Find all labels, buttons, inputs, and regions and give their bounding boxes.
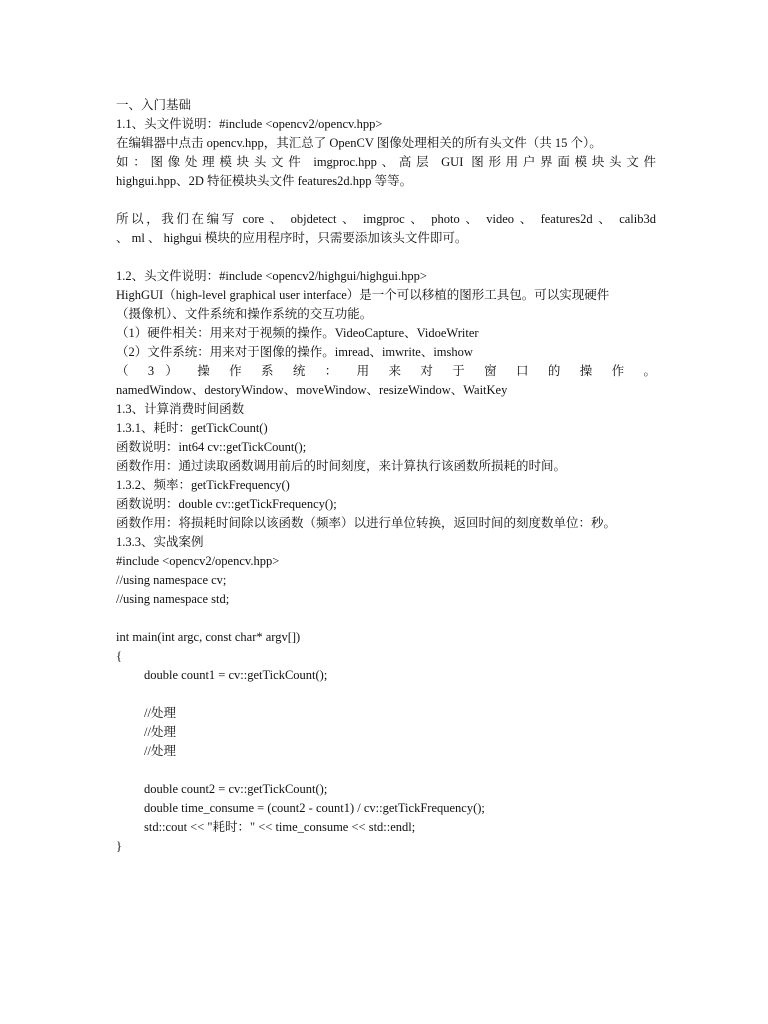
section-heading: 一、入门基础 (116, 98, 192, 112)
code-line: double time_consume = (count2 - count1) / cv::getTickFrequency(); (144, 801, 485, 815)
blank-line (116, 685, 656, 704)
paragraph-line: namedWindow、destoryWindow、moveWindow、resizeWindow、WaitKey (116, 383, 508, 397)
code-line: std::cout << "耗时：" << time_consume << std::endl; (144, 820, 416, 834)
paragraph-line: 函数作用：通过读取函数调用前后的时间刻度，来计算执行该函数所损耗的时间。 (116, 459, 567, 473)
blank-line (116, 761, 656, 780)
code-line: //using namespace cv; (116, 573, 227, 587)
subsection-heading: 1.3、计算消费时间函数 (116, 402, 245, 416)
list-item: （1）硬件相关：用来对于视频的操作。VideoCapture、VidoeWriter (116, 326, 479, 340)
code-line: #include <opencv2/opencv.hpp> (116, 554, 280, 568)
subsection-heading: 1.3.2、频率：getTickFrequency() (116, 478, 290, 492)
code-comment: //处理 (144, 706, 176, 720)
code-line: double count2 = cv::getTickCount(); (144, 782, 328, 796)
blank-line (116, 609, 656, 628)
code-line: { (116, 649, 122, 663)
list-item: （2）文件系统：用来对于图像的操作。imread、imwrite、imshow (116, 345, 473, 359)
code-comment: //处理 (144, 744, 176, 758)
paragraph-line: highgui.hpp、2D 特征模块头文件 features2d.hpp 等等。 (116, 174, 413, 188)
paragraph-line: 所以，我们在编写 core 、 objdetect 、 imgproc 、 photo 、 video 、 features2d 、 calib3d (116, 212, 656, 226)
paragraph-line: HighGUI（high-level graphical user interface）是一个可以移植的图形工具包。可以实现硬件 (116, 288, 610, 302)
paragraph-line: （摄像机）、文件系统和操作系统的交互功能。 (116, 307, 373, 321)
code-line: double count1 = cv::getTickCount(); (144, 668, 328, 682)
code-line: //using namespace std; (116, 592, 230, 606)
subsection-heading: 1.3.1、耗时：getTickCount() (116, 421, 268, 435)
paragraph-line: 函数说明：double cv::getTickFrequency(); (116, 497, 337, 511)
code-comment: //处理 (144, 725, 176, 739)
paragraph-line: 、 ml 、 highgui 模块的应用程序时，只需要添加该头文件即可。 (116, 231, 468, 245)
code-line: } (116, 839, 122, 853)
subsection-heading: 1.1、头文件说明：#include <opencv2/opencv.hpp> (116, 117, 383, 131)
blank-line (116, 248, 656, 267)
list-item: （ 3 ） 操 作 系 统 ： 用 来 对 于 窗 口 的 操 作 。 (116, 364, 656, 378)
paragraph-line: 函数作用：将损耗时间除以该函数（频率）以进行单位转换，返回时间的刻度数单位：秒。 (116, 516, 617, 530)
code-line: int main(int argc, const char* argv[]) (116, 630, 301, 644)
subsection-heading: 1.2、头文件说明：#include <opencv2/highgui/highgui.hpp> (116, 269, 427, 283)
blank-line (116, 191, 656, 210)
paragraph-line: 函数说明：int64 cv::getTickCount(); (116, 440, 307, 454)
paragraph-line: 在编辑器中点击 opencv.hpp，其汇总了 OpenCV 图像处理相关的所有头文件（共 15 个）。 (116, 136, 602, 150)
document-page (116, 96, 656, 856)
paragraph-line: 如：图像处理模块头文件 imgproc.hpp、高层 GUI 图形用户界面模块头文件 (116, 155, 656, 169)
subsection-heading: 1.3.3、实战案例 (116, 535, 204, 549)
